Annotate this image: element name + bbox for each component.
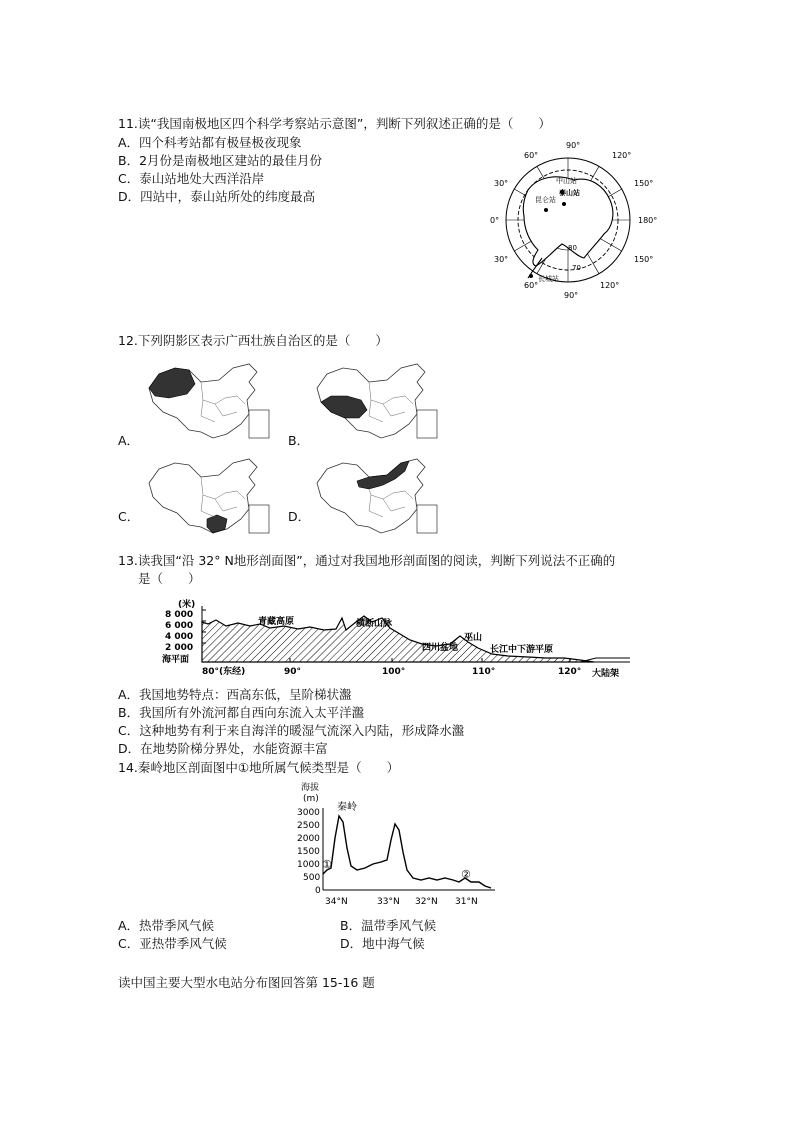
map-lon-30-bottom: 30° — [494, 255, 509, 264]
q14-option-d: D．地中海气候 — [340, 936, 425, 951]
qinling-y-500: 500 — [303, 873, 321, 883]
qinling-x-32n: 32°N — [415, 897, 438, 907]
map-lon-120-bottom: 120° — [600, 281, 620, 290]
antarctic-stations-map — [482, 140, 662, 300]
map-lon-150-top: 150° — [634, 179, 654, 188]
station-kunlun-label: 昆仑站 — [535, 196, 556, 204]
q12-option-b: B． — [288, 433, 310, 448]
qinling-y-2000: 2000 — [297, 834, 320, 844]
profile-y-6000: 6 000 — [165, 621, 194, 631]
section-footer-instruction: 读中国主要大型水电站分布图回答第 15-16 题 — [118, 975, 375, 990]
q14-stem: 14.秦岭地区剖面图中①地所属气候类型是（ ） — [118, 760, 400, 775]
profile-x-100: 100° — [382, 667, 406, 677]
profile-x-120: 120° — [558, 667, 582, 677]
map-lon-150-bottom: 150° — [634, 255, 654, 264]
q13-option-a: A．我国地势特点：西高东低，呈阶梯状瀊 — [118, 687, 352, 702]
qinling-x-31n: 31°N — [455, 897, 478, 907]
qinling-y-0: 0 — [315, 886, 321, 896]
q13-option-b: B．我国所有外流河都自西向东流入太平洋瀊 — [118, 705, 365, 720]
profile-y-4000: 4 000 — [165, 632, 194, 642]
station-changcheng-label: 长城站 — [538, 275, 559, 283]
qinling-y-3000: 3000 — [297, 808, 320, 818]
map-lon-90-bottom: 90° — [564, 291, 579, 300]
profile-y-2000: 2 000 — [165, 643, 194, 653]
qinling-y-1500: 1500 — [297, 847, 320, 857]
map-lon-60-top: 60° — [524, 151, 539, 160]
region-qingzang: 青藏高原 — [258, 617, 295, 627]
qinling-x-34n: 34°N — [325, 897, 348, 907]
qinling-marker-2: ② — [461, 868, 471, 881]
china-map-option-c — [145, 455, 271, 537]
q14-option-b: B．温带季风气候 — [340, 918, 437, 933]
region-wushan: 巫山 — [464, 633, 483, 643]
qinling-profile — [293, 778, 503, 914]
q13-option-c: C．这种地势有利于来自海洋的暖湿气流深入内陆，形成降水瀊 — [118, 723, 465, 738]
station-zhongshan-label: 中山站 — [556, 177, 577, 185]
q12-option-d: D． — [288, 509, 311, 524]
region-sichuan-basin: 四川盆地 — [422, 643, 459, 653]
map-lon-120-top: 120° — [612, 151, 632, 160]
map-lat-70: 70 — [572, 264, 581, 272]
qinling-y-2500: 2500 — [297, 821, 320, 831]
qinling-ylabel: 海拔 — [301, 783, 320, 793]
q11-stem: 11.读“我国南极地区四个科学考察站示意图”，判断下列叙述正确的是（ ） — [118, 116, 551, 131]
china-map-option-d — [313, 455, 439, 537]
q11-option-a: A．四个科考站都有极昼极夜现象 — [118, 135, 302, 150]
qinling-peak-label: 秦岭 — [337, 802, 357, 813]
profile-x-80: 80°(东经) — [202, 667, 246, 677]
map-lon-0: 0° — [490, 216, 500, 225]
profile-x-110: 110° — [472, 667, 496, 677]
q13-stem-line2: 是（ ） — [138, 571, 201, 586]
qinling-x-33n: 33°N — [377, 897, 400, 907]
qinling-yunit: (m) — [303, 794, 319, 804]
q13-stem-line1: 13.读我国“沿 32° N地形剖面图”，通过对我国地形剖面图的阅读，判断下列说法不正确的 — [118, 553, 616, 568]
map-lon-30-top: 30° — [494, 179, 509, 188]
q14-option-a: A．热带季风气候 — [118, 918, 215, 933]
map-lon-60-bottom: 60° — [524, 281, 539, 290]
region-continental-shelf: 大陆架 — [592, 669, 620, 679]
qinling-y-1000: 1000 — [297, 860, 320, 870]
q13-option-d: D．在地势阶梯分界处，水能资源丰富 — [118, 741, 328, 756]
profile-unit: (米) — [178, 600, 196, 610]
region-yangtze-plain: 长江中下游平原 — [490, 645, 554, 655]
q11-option-b: B．2月份是南极地区建站的最佳月份 — [118, 153, 323, 168]
map-lon-90-top: 90° — [566, 141, 581, 150]
qinling-marker-1: ① — [322, 858, 332, 871]
q12-option-c: C． — [118, 509, 140, 524]
q12-stem: 12.下列阴影区表示广西壮族自治区的是（ ） — [118, 333, 388, 348]
terrain-profile-32n — [160, 596, 635, 684]
region-hengduan: 横断山脉 — [356, 619, 393, 629]
profile-sea-level: 海平面 — [162, 655, 190, 665]
profile-x-90: 90° — [284, 667, 302, 677]
q12-option-a: A． — [118, 433, 140, 448]
station-taishan-label: 泰山站 — [559, 189, 580, 197]
map-lon-180: 180° — [638, 216, 658, 225]
china-map-option-b — [313, 360, 439, 442]
map-lat-80: 80 — [568, 244, 577, 252]
china-map-option-a — [145, 360, 271, 442]
profile-y-8000: 8 000 — [165, 610, 194, 620]
q14-option-c: C．亚热带季风气候 — [118, 936, 227, 951]
q11-option-c: C．泰山站地处大西洋沿岸 — [118, 171, 265, 186]
q11-option-d: D．四站中，泰山站所处的纬度最高 — [118, 189, 316, 204]
